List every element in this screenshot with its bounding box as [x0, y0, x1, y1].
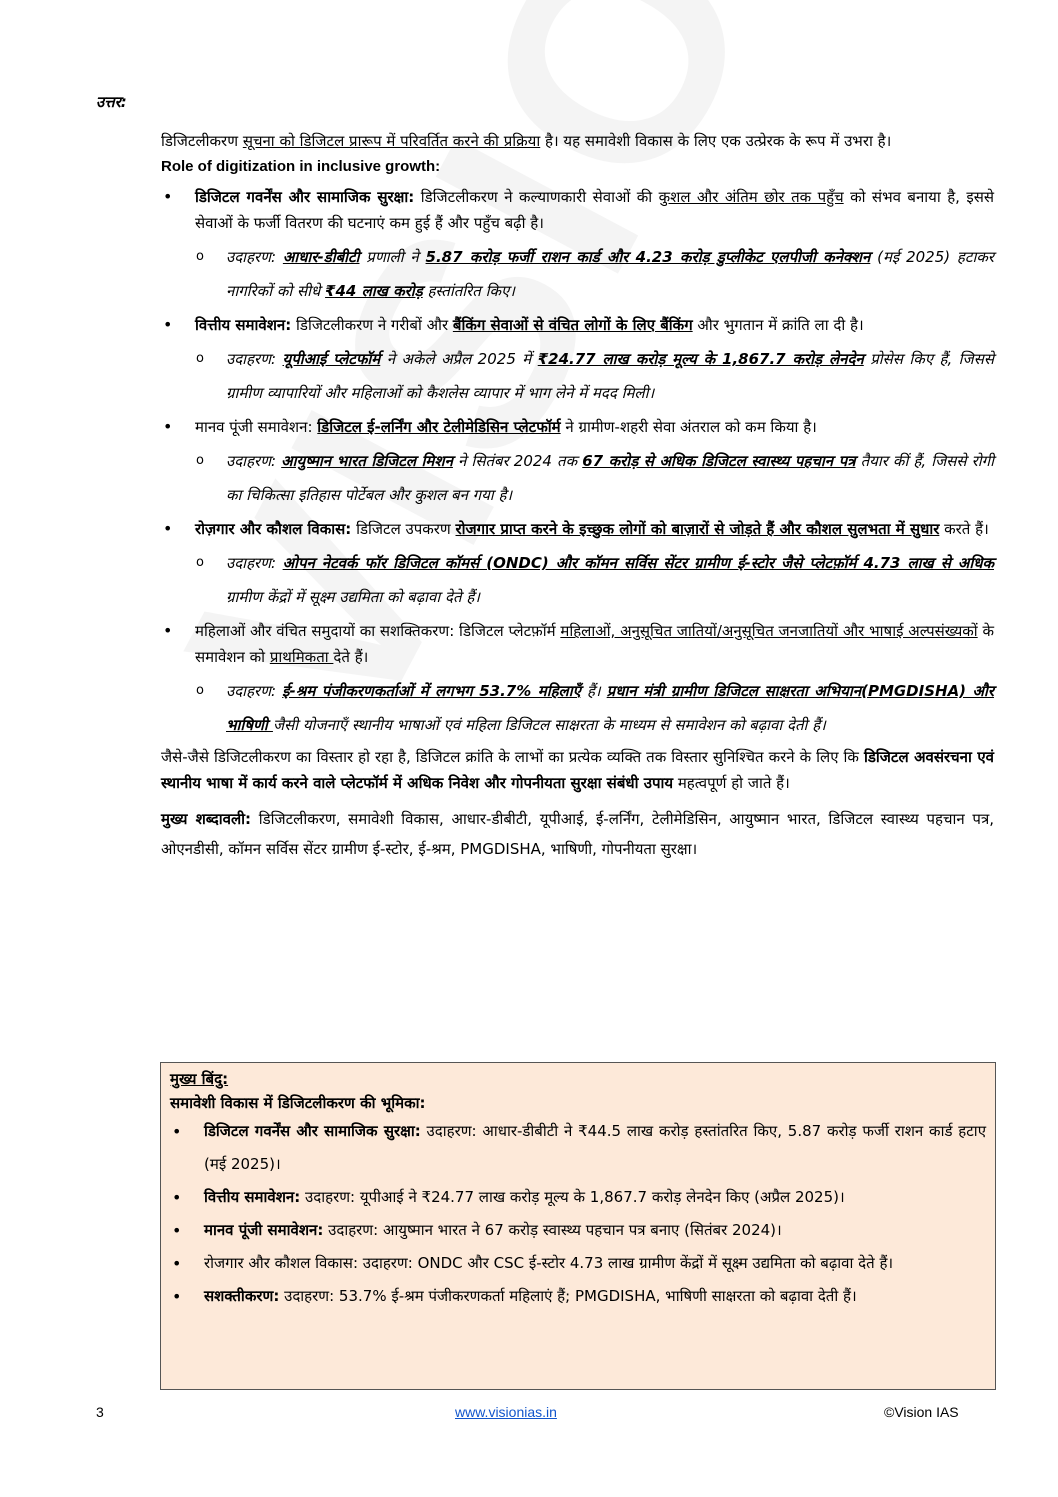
summary-item — [170, 1181, 986, 1214]
example-highlight: 5.87 करोड़ फर्जी राशन कार्ड और 4.23 करोड़ डुप्लीकेट एलपीजी कनेक्शन — [425, 248, 871, 266]
page-number: 3 — [96, 1404, 104, 1420]
point-text: और भुगतान में क्रांति ला दी है। — [692, 316, 864, 334]
summary-item-text: उदाहरण: आयुष्मान भारत ने 67 करोड़ स्वास्थ्य पहचान पत्र बनाए (सितंबर 2024)। — [323, 1221, 782, 1239]
point-highlight: प्राथमिकता — [269, 648, 334, 666]
example-text: प्रणाली ने — [359, 248, 426, 266]
summary-item — [170, 1247, 986, 1280]
point-text: करते हैं। — [939, 520, 989, 538]
conclusion-bold: डिजिटल अवसंरचना एवं स्थानीय भाषा में कार्य करने वाले प्लेटफॉर्म में अधिक निवेश और गोपनीयता सुरक्षा संबंधी उपाय — [161, 748, 994, 792]
list-item — [161, 312, 994, 338]
example-highlight: आधार-डीबीटी — [282, 248, 360, 266]
example-highlight: ई-श्रम पंजीकरणकर्ताओं में लगभग 53.7% महिलाएँ — [282, 682, 581, 700]
point-text: को संभव बनाया है, इससे सेवाओं के फर्जी वितरण की घटनाएं कम हुई हैं और पहुँच बढ़ी है। — [195, 188, 995, 232]
summary-item — [170, 1280, 986, 1313]
example-text: ने अकेले अप्रैल 2025 में — [380, 350, 538, 368]
example-item — [226, 240, 994, 308]
point-label: डिजिटल गवर्नेंस और सामाजिक सुरक्षा: — [195, 188, 415, 206]
example-item — [226, 342, 994, 410]
example-highlight: ₹44 लाख करोड़ — [325, 282, 423, 300]
point-label: रोज़गार और कौशल विकास: — [195, 520, 352, 538]
summary-item-label: सशक्तीकरण: — [204, 1287, 280, 1305]
point-text: ने ग्रामीण-शहरी सेवा अंतराल को कम किया है। — [560, 418, 817, 436]
example-item — [226, 674, 994, 742]
intro-highlight: सूचना को डिजिटल प्रारूप में परिवर्तित करने की प्रक्रिया — [242, 132, 541, 150]
list-item — [161, 618, 994, 670]
point-highlight: बैंकिंग सेवाओं से वंचित लोगों के लिए बैंकिंग — [452, 316, 693, 334]
summary-item-text: उदाहरण: आधार-डीबीटी ने ₹44.5 लाख करोड़ हस्तांतरित किए, 5.87 करोड़ फर्जी राशन कार्ड हटाए (मई 2025)। — [204, 1122, 986, 1173]
summary-item — [170, 1214, 986, 1247]
keywords-text: डिजिटलीकरण, समावेशी विकास, आधार-डीबीटी, यूपीआई, ई-लर्निंग, टेलीमेडिसिन, आयुष्मान भारत, डिजिटल स्वास्थ्य पहचान पत्र, ओएनडीसी, कॉमन सर्विस सेंटर ग्रामीण ई-स्टोर, ई-श्रम, PMGDISHA, भाषिणी, गोपनीयता सुरक्षा। — [161, 810, 994, 858]
point-text: डिजिटल प्लेटफ़ॉर्म — [454, 622, 561, 640]
keywords-paragraph — [161, 804, 994, 864]
point-text: डिजिटल उपकरण — [351, 520, 456, 538]
example-prefix: उदाहरण: — [226, 248, 283, 266]
example-text: हस्तांतरित किए। — [422, 282, 515, 300]
intro-text: डिजिटलीकरण — [161, 132, 243, 150]
copyright-text: ©Vision IAS — [884, 1404, 959, 1420]
example-text: (मई 2025) हटाकर नागरिकों को सीधे — [226, 248, 994, 300]
example-item — [226, 444, 994, 512]
point-highlight: महिलाओं, अनुसूचित जातियों/अनुसूचित जनजातियों और भाषाई अल्पसंख्यकों — [560, 622, 978, 640]
example-item — [226, 546, 994, 614]
example-highlight: ओपन नेटवर्क फॉर डिजिटल कॉमर्स (ONDC) और कॉमन सर्विस सेंटर ग्रामीण ई-स्टोर जैसे प्लेटफ़ॉर्म 4.73 लाख से अधिक — [282, 554, 994, 572]
example-prefix: उदाहरण: — [226, 554, 283, 572]
intro-paragraph — [161, 128, 994, 154]
example-prefix: उदाहरण: — [226, 682, 283, 700]
conclusion-text: जैसे-जैसे डिजिटलीकरण का विस्तार हो रहा है, डिजिटल क्रांति के लाभों का प्रत्येक व्यक्ति तक विस्तार सुनिश्चित करने के लिए कि — [161, 748, 864, 766]
keywords-label: मुख्य शब्दावली: — [161, 810, 252, 828]
point-label: वित्तीय समावेशन: — [195, 316, 292, 334]
point-label: महिलाओं और वंचित समुदायों का सशक्तिकरण: — [195, 622, 455, 640]
section-heading: Role of digitization in inclusive growth: — [161, 158, 441, 175]
list-item — [161, 414, 994, 440]
example-text: जैसी योजनाएँ स्थानीय भाषाओं एवं महिला डिजिटल साक्षरता के माध्यम से समावेशन को बढ़ावा देती हैं। — [272, 716, 826, 734]
example-text: ने सितंबर 2024 तक — [452, 452, 583, 470]
example-highlight: प्रधान मंत्री ग्रामीण डिजिटल साक्षरता अभियान(PMGDISHA) और भाषिणी — [226, 682, 995, 734]
example-text: हैं। — [580, 682, 607, 700]
example-text: प्रोसेस किए हैं, जिससे ग्रामीण व्यापारियों और महिलाओं को कैशलेस व्यापार में भाग लेने में मदद मिली। — [226, 350, 994, 402]
example-highlight: 67 करोड़ से अधिक डिजिटल स्वास्थ्य पहचान पत्र — [582, 452, 856, 470]
point-highlight: कुशल और अंतिम छोर तक पहुँच — [658, 188, 844, 206]
summary-item-label: डिजिटल गवर्नेंस और सामाजिक सुरक्षा: — [204, 1122, 421, 1140]
point-text: के समावेशन को — [195, 622, 994, 666]
intro-text-end: है। यह समावेशी विकास के लिए एक उत्प्रेरक के रूप में उभरा है। — [540, 132, 892, 150]
conclusion-text-end: महत्वपूर्ण हो जाते हैं। — [673, 774, 790, 792]
website-link[interactable]: www.visionias.in — [455, 1404, 557, 1420]
answer-body — [161, 128, 994, 864]
summary-box — [160, 1062, 996, 1390]
summary-item — [170, 1115, 986, 1181]
summary-item-label: मानव पूंजी समावेशन: — [204, 1221, 324, 1239]
list-item — [161, 184, 994, 236]
conclusion-paragraph — [161, 744, 994, 796]
summary-item-text: उदाहरण: यूपीआई ने ₹24.77 लाख करोड़ मूल्य के 1,867.7 करोड़ लेनदेन किए (अप्रैल 2025)। — [300, 1188, 845, 1206]
point-text: डिजिटलीकरण ने गरीबों और — [291, 316, 453, 334]
example-highlight: यूपीआई प्लेटफॉर्म — [282, 350, 381, 368]
points-list — [161, 184, 994, 742]
point-text: डिजिटलीकरण ने कल्याणकारी सेवाओं की — [414, 188, 659, 206]
example-prefix: उदाहरण: — [226, 350, 283, 368]
answer-heading: उत्तर: — [96, 93, 127, 111]
point-label: मानव पूंजी समावेशन: — [195, 418, 313, 436]
example-highlight: ₹24.77 लाख करोड़ मूल्य के 1,867.7 करोड़ लेनदेन — [537, 350, 864, 368]
point-highlight: डिजिटल ई-लर्निंग और टेलीमेडिसिन प्लेटफॉर्म — [317, 418, 561, 436]
example-text: ग्रामीण केंद्रों में सूक्ष्म उद्यमिता को बढ़ावा देते हैं। — [226, 588, 480, 606]
summary-subtitle: समावेशी विकास में डिजिटलीकरण की भूमिका: — [170, 1094, 426, 1112]
point-text: देते हैं। — [333, 648, 369, 666]
list-item — [161, 516, 994, 542]
example-prefix: उदाहरण: — [226, 452, 282, 470]
summary-item-text: उदाहरण: 53.7% ई-श्रम पंजीकरणकर्ता महिलाएं हैं; PMGDISHA, भाषिणी साक्षरता को बढ़ावा देती हैं। — [279, 1287, 857, 1305]
point-highlight: रोजगार प्राप्त करने के इच्छुक लोगों को बाज़ारों से जोड़ते हैं और कौशल सुलभता में सुधार — [455, 520, 940, 538]
summary-list — [170, 1115, 986, 1313]
summary-title: मुख्य बिंदु: — [170, 1070, 229, 1088]
summary-item-label: वित्तीय समावेशन: — [204, 1188, 301, 1206]
summary-item-text: रोजगार और कौशल विकास: उदाहरण: ONDC और CSC ई-स्टोर 4.73 लाख ग्रामीण केंद्रों में सूक्ष्म उद्यमिता को बढ़ावा देते हैं। — [204, 1254, 894, 1272]
example-highlight: आयुष्मान भारत डिजिटल मिशन — [281, 452, 453, 470]
example-text: तैयार कीं हैं, जिससे रोगी का चिकित्सा इतिहास पोर्टेबल और कुशल बन गया है। — [226, 452, 994, 504]
